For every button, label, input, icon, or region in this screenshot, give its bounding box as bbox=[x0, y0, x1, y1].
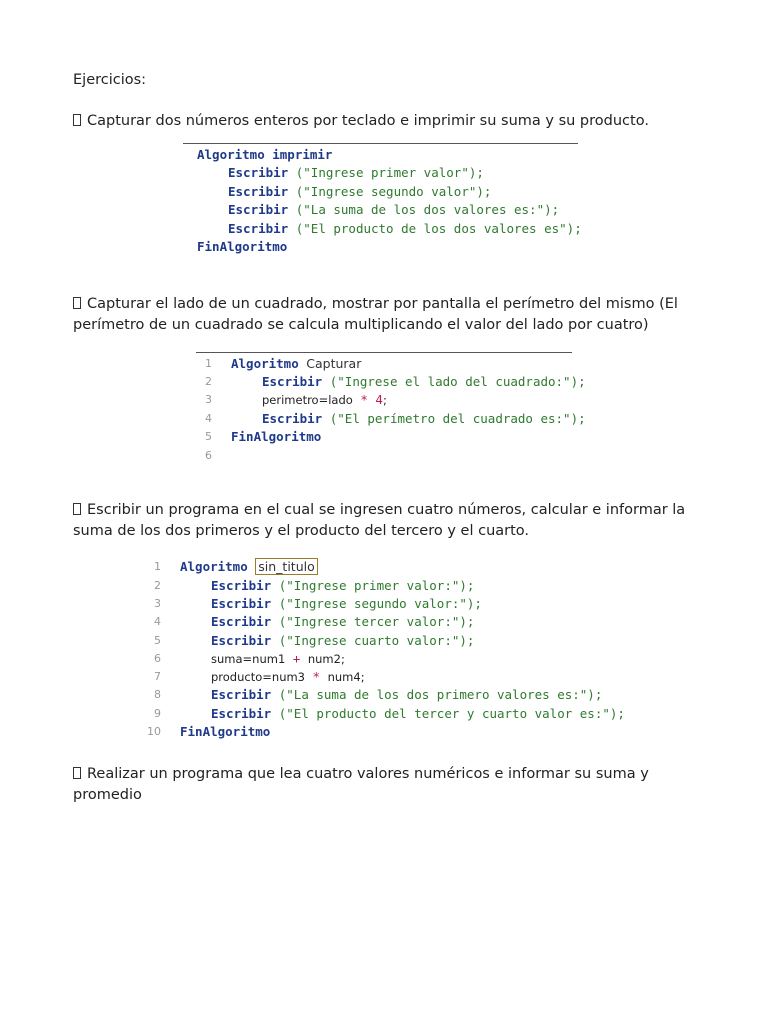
code-line: Escribir ("El perímetro del cuadrado es:"); bbox=[262, 411, 586, 426]
code-line: Escribir ("Ingrese primer valor"); bbox=[228, 165, 484, 180]
code-line: Escribir ("El producto de los dos valores es"); bbox=[228, 221, 582, 236]
exercise-1-statement: Capturar dos números enteros por teclado e imprimir su suma y su producto. bbox=[87, 113, 649, 129]
code-line: perimetro=lado * 4; bbox=[262, 392, 387, 407]
code-block-divider bbox=[196, 352, 572, 353]
exercise-4-statement: Realizar un programa que lea cuatro valores numéricos e informar su suma y promedio bbox=[73, 766, 649, 803]
line-number: 6 bbox=[205, 449, 212, 462]
line-number: 2 bbox=[205, 375, 212, 388]
line-number: 3 bbox=[205, 393, 212, 406]
line-number: 5 bbox=[205, 430, 212, 443]
exercise-3-statement: Escribir un programa en el cual se ingresen cuatro números, calcular e informar la suma de los dos primeros y el producto del tercero y el cuarto. bbox=[73, 502, 686, 539]
line-number: 10 bbox=[147, 725, 161, 738]
code-line: Escribir ("La suma de los dos valores es:"); bbox=[228, 202, 560, 217]
code-line: Escribir ("Ingrese primer valor:"); bbox=[211, 578, 475, 593]
page-heading: Ejercicios: bbox=[73, 72, 147, 88]
code-block-2 bbox=[196, 352, 586, 467]
line-number: 1 bbox=[154, 560, 161, 573]
code-line: producto=num3 * num4; bbox=[211, 669, 365, 684]
line-number: 8 bbox=[154, 688, 161, 701]
line-number: 4 bbox=[205, 412, 212, 425]
code-line: Algoritmo sin_titulo bbox=[180, 558, 318, 576]
line-number: 9 bbox=[154, 707, 161, 720]
exercise-3-text bbox=[73, 500, 693, 542]
line-number: 6 bbox=[154, 652, 161, 665]
line-number: 1 bbox=[205, 357, 212, 370]
line-number: 2 bbox=[154, 579, 161, 592]
code-line: FinAlgoritmo bbox=[180, 724, 271, 739]
bullet-square-icon bbox=[73, 114, 81, 126]
code-line: Escribir ("Ingrese cuarto valor:"); bbox=[211, 633, 475, 648]
exercise-2-statement: Capturar el lado de un cuadrado, mostrar por pantalla el perímetro del mismo (El perímetro de un cuadrado se calcula multiplicando el valor del lado por cuatro) bbox=[73, 296, 678, 333]
code-line: Algoritmo imprimir bbox=[197, 147, 333, 162]
code-line: Algoritmo Capturar bbox=[231, 356, 362, 371]
line-number: 4 bbox=[154, 615, 161, 628]
exercise-4-text bbox=[73, 764, 693, 806]
code-line: Escribir ("Ingrese tercer valor:"); bbox=[211, 614, 475, 629]
code-line: Escribir ("El producto del tercer y cuarto valor es:"); bbox=[211, 706, 625, 721]
exercise-2-text bbox=[73, 294, 693, 336]
bullet-square-icon bbox=[73, 297, 81, 309]
code-line: Escribir ("Ingrese el lado del cuadrado:"); bbox=[262, 374, 586, 389]
code-line: suma=num1 + num2; bbox=[211, 651, 345, 666]
line-number: 7 bbox=[154, 670, 161, 683]
code-block-divider bbox=[183, 143, 578, 144]
bullet-square-icon bbox=[73, 503, 81, 515]
code-block-3 bbox=[143, 557, 625, 743]
exercise-1-text bbox=[73, 111, 693, 132]
code-line: FinAlgoritmo bbox=[231, 429, 322, 444]
code-line: Escribir ("La suma de los dos primero valores es:"); bbox=[211, 687, 603, 702]
code-block-1 bbox=[183, 143, 582, 263]
code-line: Escribir ("Ingrese segundo valor"); bbox=[228, 184, 492, 199]
bullet-square-icon bbox=[73, 767, 81, 779]
line-number: 5 bbox=[154, 634, 161, 647]
code-line: Escribir ("Ingrese segundo valor:"); bbox=[211, 596, 482, 611]
line-number: 3 bbox=[154, 597, 161, 610]
code-line: FinAlgoritmo bbox=[197, 239, 288, 254]
selected-identifier: sin_titulo bbox=[255, 558, 317, 575]
